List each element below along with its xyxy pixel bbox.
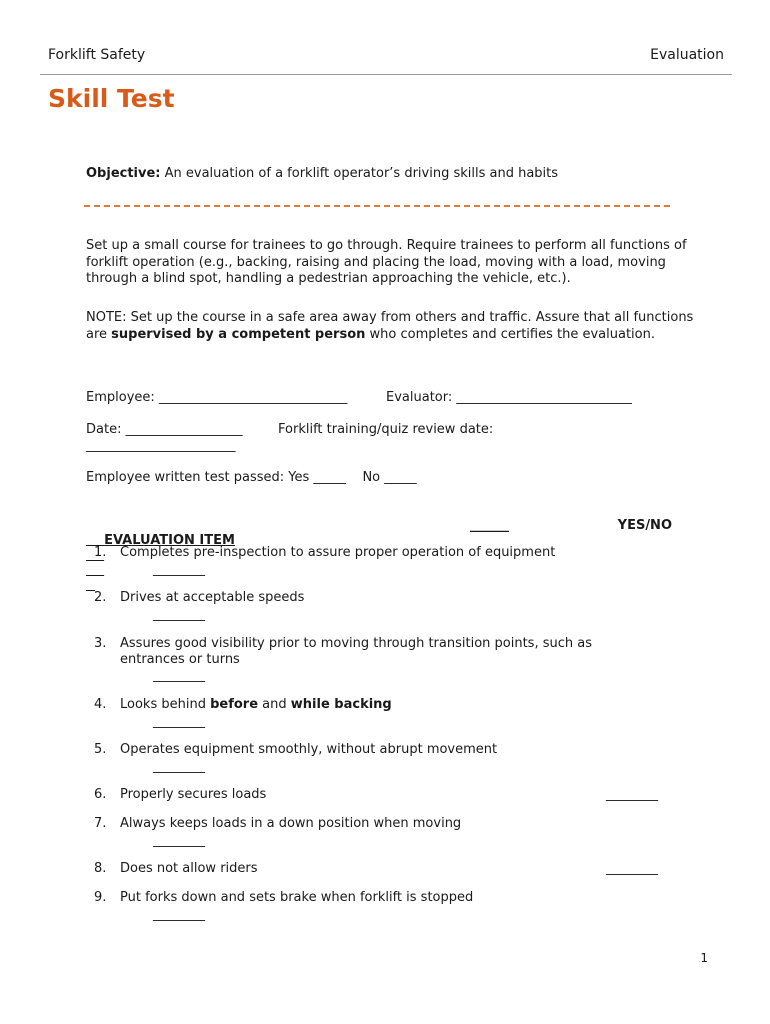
item-number: 2. [94, 590, 107, 605]
objective-label: Objective: [86, 166, 161, 181]
item-answer-blank[interactable]: ________ [153, 759, 205, 774]
item-text [120, 697, 650, 713]
item-answer-blank[interactable]: ________ [606, 787, 658, 802]
review-date-field[interactable]: _______________________ [86, 438, 236, 453]
item-number: 3. [94, 636, 107, 651]
item-emphasis-backing: while backing [290, 697, 392, 712]
date-field[interactable]: Date: __________________ [86, 422, 243, 437]
item-text: Put forks down and sets brake when forklift is stopped [120, 890, 474, 905]
item-text: Completes pre-inspection to assure proper operation of equipment [120, 545, 556, 560]
item-number: 5. [94, 742, 107, 757]
objective-line [86, 166, 558, 181]
item-text: Does not allow riders [120, 861, 258, 876]
header-document-type: Evaluation [650, 47, 724, 63]
item-text: Operates equipment smoothly, without abrupt movement [120, 742, 498, 757]
item-answer-blank[interactable]: ________ [153, 714, 205, 729]
objective-text: An evaluation of a forklift operator’s driving skills and habits [160, 166, 559, 181]
page-title: Skill Test [48, 84, 175, 113]
evaluation-header-blank: ______ [470, 518, 509, 533]
written-test-field[interactable]: Employee written test passed: Yes _____ No _____ [86, 470, 417, 485]
item-answer-blank[interactable]: ________ [606, 861, 658, 876]
item-text: Properly secures loads [120, 787, 267, 802]
note-text-end: who completes and certifies the evaluation. [365, 326, 655, 342]
item-number: 4. [94, 697, 107, 712]
employee-field[interactable]: Employee: _____________________________ [86, 390, 348, 405]
item-answer-blank[interactable]: ________ [153, 607, 205, 622]
note-emphasis: supervised by a competent person [111, 326, 366, 342]
item-number: 8. [94, 861, 107, 876]
evaluation-item-heading: EVALUATION ITEM [104, 533, 235, 548]
dashed-divider [84, 205, 670, 207]
item-answer-blank[interactable]: ________ [153, 668, 205, 683]
item-number: 9. [94, 890, 107, 905]
note-paragraph [86, 310, 696, 343]
item-number: 6. [94, 787, 107, 802]
setup-instructions: Set up a small course for trainees to go through. Require trainees to perform all functions of forklift operation (e.g., backing, raising and placing the load, moving with a load, moving through a blind spot, handling a pedestrian approaching the vehicle, etc.). [86, 238, 687, 286]
item-answer-blank[interactable]: ________ [153, 907, 205, 922]
header-section-title: Forklift Safety [48, 47, 146, 63]
item-text-start: Looks behind [120, 697, 211, 712]
item-text: Assures good visibility prior to moving through transition points, such as entrances or turns [120, 636, 592, 667]
note-text-start: NOTE: Set up the course in a safe area away from others and traffic. Assure that all functions are [86, 310, 694, 342]
item-text: Always keeps loads in a down position when moving [120, 816, 462, 831]
page-number: 1 [700, 951, 708, 965]
item-text-middle: and [258, 697, 291, 712]
yes-no-heading: YES/NO [617, 518, 672, 533]
header-divider [40, 74, 732, 75]
evaluator-field[interactable]: Evaluator: ___________________________ [386, 390, 632, 405]
item-answer-blank[interactable]: ________ [153, 833, 205, 848]
review-date-label: Forklift training/quiz review date: [278, 422, 494, 437]
item-number: 7. [94, 816, 107, 831]
item-answer-blank[interactable]: ________ [153, 562, 205, 577]
item-emphasis-before: before [210, 697, 259, 712]
item-text: Drives at acceptable speeds [120, 590, 305, 605]
item-number: 1. [94, 545, 107, 560]
